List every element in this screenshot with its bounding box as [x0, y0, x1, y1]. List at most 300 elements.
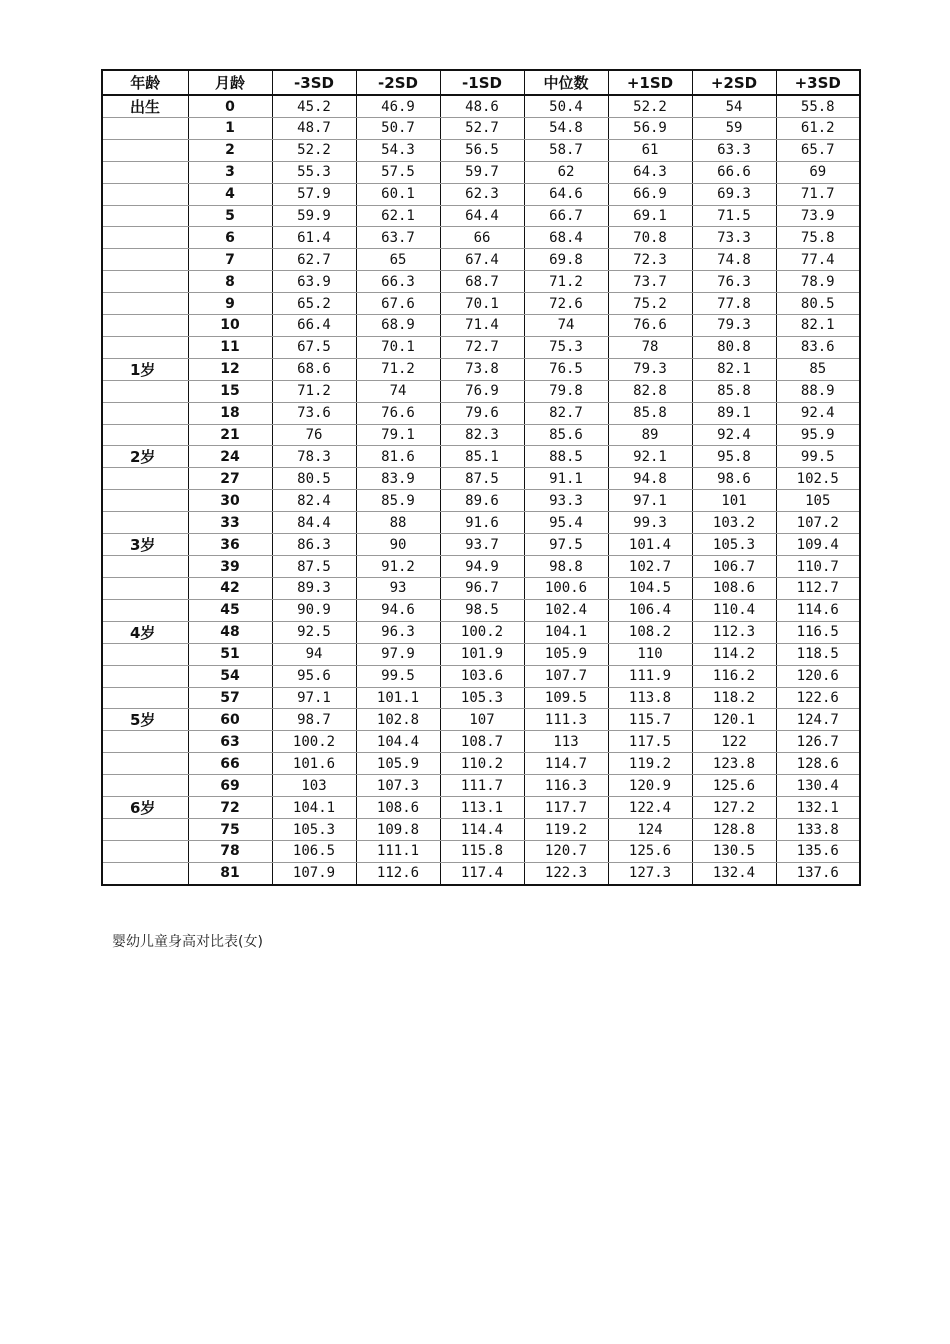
- table-row: [102, 315, 860, 337]
- table-row: [102, 621, 860, 643]
- month-cell: 72: [188, 797, 272, 819]
- month-cell: 6: [188, 227, 272, 249]
- height-value-cell: 85.8: [608, 402, 692, 424]
- height-value-cell: 64.6: [524, 183, 608, 205]
- table-row: [102, 205, 860, 227]
- height-value-cell: 132.4: [692, 862, 776, 884]
- height-value-cell: 86.3: [272, 534, 356, 556]
- height-value-cell: 101.9: [440, 643, 524, 665]
- table-row: [102, 753, 860, 775]
- height-value-cell: 107.2: [776, 512, 860, 534]
- height-value-cell: 52.2: [608, 95, 692, 118]
- month-cell: 45: [188, 599, 272, 621]
- height-value-cell: 111.9: [608, 665, 692, 687]
- height-value-cell: 105.3: [440, 687, 524, 709]
- height-value-cell: 122.6: [776, 687, 860, 709]
- height-value-cell: 68.7: [440, 271, 524, 293]
- height-value-cell: 120.7: [524, 841, 608, 863]
- height-value-cell: 116.3: [524, 775, 608, 797]
- height-value-cell: 46.9: [356, 95, 440, 118]
- height-value-cell: 69.1: [608, 205, 692, 227]
- height-value-cell: 60.1: [356, 183, 440, 205]
- height-value-cell: 97.1: [272, 687, 356, 709]
- height-value-cell: 73.3: [692, 227, 776, 249]
- height-value-cell: 118.2: [692, 687, 776, 709]
- height-value-cell: 125.6: [692, 775, 776, 797]
- height-value-cell: 137.6: [776, 862, 860, 884]
- height-value-cell: 112.7: [776, 578, 860, 600]
- height-value-cell: 70.8: [608, 227, 692, 249]
- height-value-cell: 94.6: [356, 599, 440, 621]
- month-cell: 8: [188, 271, 272, 293]
- age-cell: [102, 841, 188, 863]
- table-row: [102, 841, 860, 863]
- height-value-cell: 82.3: [440, 424, 524, 446]
- height-value-cell: 106.5: [272, 841, 356, 863]
- header-minus-1sd: -1SD: [440, 70, 524, 95]
- height-value-cell: 110: [608, 643, 692, 665]
- height-value-cell: 62.7: [272, 249, 356, 271]
- height-value-cell: 125.6: [608, 841, 692, 863]
- height-value-cell: 71.2: [524, 271, 608, 293]
- header-plus-1sd: +1SD: [608, 70, 692, 95]
- height-value-cell: 64.3: [608, 161, 692, 183]
- age-cell: [102, 183, 188, 205]
- table-row: [102, 709, 860, 731]
- table-caption: 婴幼儿童身高对比表(女): [112, 934, 263, 950]
- age-cell: [102, 468, 188, 490]
- height-value-cell: 70.1: [356, 336, 440, 358]
- month-cell: 11: [188, 336, 272, 358]
- height-value-cell: 100.2: [440, 621, 524, 643]
- height-value-cell: 88.9: [776, 380, 860, 402]
- header-month: 月龄: [188, 70, 272, 95]
- age-cell: [102, 118, 188, 140]
- height-value-cell: 104.1: [524, 621, 608, 643]
- height-value-cell: 74: [524, 315, 608, 337]
- height-value-cell: 109.5: [524, 687, 608, 709]
- height-value-cell: 108.7: [440, 731, 524, 753]
- height-value-cell: 106.7: [692, 556, 776, 578]
- height-value-cell: 110.7: [776, 556, 860, 578]
- height-value-cell: 77.8: [692, 293, 776, 315]
- height-value-cell: 109.4: [776, 534, 860, 556]
- height-value-cell: 126.7: [776, 731, 860, 753]
- height-value-cell: 119.2: [524, 819, 608, 841]
- height-value-cell: 107: [440, 709, 524, 731]
- height-value-cell: 78: [608, 336, 692, 358]
- height-value-cell: 100.2: [272, 731, 356, 753]
- height-value-cell: 116.5: [776, 621, 860, 643]
- age-cell: 2岁: [102, 446, 188, 468]
- month-cell: 21: [188, 424, 272, 446]
- age-cell: [102, 227, 188, 249]
- height-value-cell: 101: [692, 490, 776, 512]
- height-value-cell: 110.2: [440, 753, 524, 775]
- height-value-cell: 59: [692, 118, 776, 140]
- table-row: [102, 775, 860, 797]
- height-value-cell: 95.8: [692, 446, 776, 468]
- table-row: [102, 643, 860, 665]
- height-value-cell: 73.7: [608, 271, 692, 293]
- height-value-cell: 89.6: [440, 490, 524, 512]
- height-value-cell: 70.1: [440, 293, 524, 315]
- age-cell: 5岁: [102, 709, 188, 731]
- height-value-cell: 99.3: [608, 512, 692, 534]
- height-value-cell: 71.2: [356, 358, 440, 380]
- height-value-cell: 122.3: [524, 862, 608, 884]
- height-value-cell: 120.1: [692, 709, 776, 731]
- table-row: [102, 402, 860, 424]
- month-cell: 75: [188, 819, 272, 841]
- height-value-cell: 97.9: [356, 643, 440, 665]
- height-value-cell: 66: [440, 227, 524, 249]
- height-value-cell: 114.6: [776, 599, 860, 621]
- height-value-cell: 66.9: [608, 183, 692, 205]
- height-value-cell: 93.3: [524, 490, 608, 512]
- height-value-cell: 114.2: [692, 643, 776, 665]
- height-value-cell: 110.4: [692, 599, 776, 621]
- table-row: [102, 249, 860, 271]
- height-value-cell: 96.3: [356, 621, 440, 643]
- month-cell: 78: [188, 841, 272, 863]
- height-value-cell: 68.9: [356, 315, 440, 337]
- table-row: [102, 665, 860, 687]
- height-value-cell: 76.6: [608, 315, 692, 337]
- height-value-cell: 98.5: [440, 599, 524, 621]
- height-value-cell: 135.6: [776, 841, 860, 863]
- height-value-cell: 108.6: [692, 578, 776, 600]
- height-value-cell: 82.8: [608, 380, 692, 402]
- height-value-cell: 65.2: [272, 293, 356, 315]
- height-value-cell: 123.8: [692, 753, 776, 775]
- age-cell: [102, 775, 188, 797]
- month-cell: 27: [188, 468, 272, 490]
- month-cell: 4: [188, 183, 272, 205]
- height-value-cell: 78.3: [272, 446, 356, 468]
- height-value-cell: 80.8: [692, 336, 776, 358]
- height-value-cell: 103.2: [692, 512, 776, 534]
- height-value-cell: 105.3: [692, 534, 776, 556]
- age-cell: [102, 205, 188, 227]
- height-value-cell: 76.5: [524, 358, 608, 380]
- age-cell: 3岁: [102, 534, 188, 556]
- height-value-cell: 59.7: [440, 161, 524, 183]
- height-value-cell: 73.9: [776, 205, 860, 227]
- height-value-cell: 101.4: [608, 534, 692, 556]
- height-value-cell: 115.8: [440, 841, 524, 863]
- height-value-cell: 54: [692, 95, 776, 118]
- header-plus-2sd: +2SD: [692, 70, 776, 95]
- month-cell: 81: [188, 862, 272, 884]
- age-cell: [102, 687, 188, 709]
- age-cell: [102, 490, 188, 512]
- height-value-cell: 56.5: [440, 139, 524, 161]
- height-value-cell: 122.4: [608, 797, 692, 819]
- height-value-cell: 92.4: [692, 424, 776, 446]
- height-value-cell: 93: [356, 578, 440, 600]
- height-value-cell: 81.6: [356, 446, 440, 468]
- height-value-cell: 80.5: [776, 293, 860, 315]
- month-cell: 54: [188, 665, 272, 687]
- table-row: [102, 490, 860, 512]
- height-value-cell: 62: [524, 161, 608, 183]
- height-value-cell: 85.1: [440, 446, 524, 468]
- table-row: [102, 468, 860, 490]
- height-value-cell: 76.9: [440, 380, 524, 402]
- height-value-cell: 89: [608, 424, 692, 446]
- height-value-cell: 124: [608, 819, 692, 841]
- height-value-cell: 52.2: [272, 139, 356, 161]
- month-cell: 69: [188, 775, 272, 797]
- table-row: [102, 446, 860, 468]
- height-value-cell: 82.1: [776, 315, 860, 337]
- table-row: [102, 271, 860, 293]
- height-value-cell: 73.6: [272, 402, 356, 424]
- height-value-cell: 57.9: [272, 183, 356, 205]
- height-value-cell: 105.9: [524, 643, 608, 665]
- height-value-cell: 67.5: [272, 336, 356, 358]
- height-value-cell: 54.8: [524, 118, 608, 140]
- height-value-cell: 75.3: [524, 336, 608, 358]
- height-value-cell: 79.1: [356, 424, 440, 446]
- month-cell: 66: [188, 753, 272, 775]
- height-value-cell: 102.4: [524, 599, 608, 621]
- height-value-cell: 105.9: [356, 753, 440, 775]
- height-value-cell: 93.7: [440, 534, 524, 556]
- height-value-cell: 80.5: [272, 468, 356, 490]
- height-value-cell: 113.8: [608, 687, 692, 709]
- height-value-cell: 79.3: [692, 315, 776, 337]
- height-value-cell: 66.4: [272, 315, 356, 337]
- height-value-cell: 59.9: [272, 205, 356, 227]
- month-cell: 3: [188, 161, 272, 183]
- height-value-cell: 115.7: [608, 709, 692, 731]
- height-value-cell: 104.5: [608, 578, 692, 600]
- height-value-cell: 117.7: [524, 797, 608, 819]
- height-value-cell: 79.3: [608, 358, 692, 380]
- table-row: [102, 862, 860, 884]
- height-value-cell: 76: [272, 424, 356, 446]
- height-value-cell: 112.6: [356, 862, 440, 884]
- height-value-cell: 113: [524, 731, 608, 753]
- height-value-cell: 91.2: [356, 556, 440, 578]
- age-cell: [102, 599, 188, 621]
- height-value-cell: 99.5: [776, 446, 860, 468]
- month-cell: 60: [188, 709, 272, 731]
- month-cell: 24: [188, 446, 272, 468]
- month-cell: 33: [188, 512, 272, 534]
- height-value-cell: 95.9: [776, 424, 860, 446]
- age-cell: 1岁: [102, 358, 188, 380]
- age-cell: [102, 402, 188, 424]
- month-cell: 18: [188, 402, 272, 424]
- height-value-cell: 112.3: [692, 621, 776, 643]
- height-value-cell: 79.6: [440, 402, 524, 424]
- height-value-cell: 78.9: [776, 271, 860, 293]
- month-cell: 30: [188, 490, 272, 512]
- height-value-cell: 103: [272, 775, 356, 797]
- height-value-cell: 84.4: [272, 512, 356, 534]
- height-value-cell: 111.1: [356, 841, 440, 863]
- height-value-cell: 117.4: [440, 862, 524, 884]
- table-row: [102, 797, 860, 819]
- height-value-cell: 76.6: [356, 402, 440, 424]
- height-value-cell: 111.7: [440, 775, 524, 797]
- height-value-cell: 107.9: [272, 862, 356, 884]
- height-value-cell: 130.4: [776, 775, 860, 797]
- month-cell: 36: [188, 534, 272, 556]
- height-value-cell: 120.6: [776, 665, 860, 687]
- height-value-cell: 111.3: [524, 709, 608, 731]
- height-value-cell: 71.7: [776, 183, 860, 205]
- month-cell: 48: [188, 621, 272, 643]
- height-value-cell: 114.7: [524, 753, 608, 775]
- height-value-cell: 82.4: [272, 490, 356, 512]
- height-value-cell: 54.3: [356, 139, 440, 161]
- table-row: [102, 293, 860, 315]
- height-value-cell: 56.9: [608, 118, 692, 140]
- height-value-cell: 69.8: [524, 249, 608, 271]
- month-cell: 7: [188, 249, 272, 271]
- height-value-cell: 106.4: [608, 599, 692, 621]
- header-minus-2sd: -2SD: [356, 70, 440, 95]
- height-value-cell: 104.1: [272, 797, 356, 819]
- month-cell: 0: [188, 95, 272, 118]
- height-value-cell: 108.2: [608, 621, 692, 643]
- table-row: [102, 424, 860, 446]
- height-value-cell: 66.6: [692, 161, 776, 183]
- height-value-cell: 72.7: [440, 336, 524, 358]
- table-row: [102, 380, 860, 402]
- height-value-cell: 61.2: [776, 118, 860, 140]
- height-value-cell: 63.7: [356, 227, 440, 249]
- height-value-cell: 128.6: [776, 753, 860, 775]
- height-value-cell: 75.2: [608, 293, 692, 315]
- height-value-cell: 58.7: [524, 139, 608, 161]
- age-cell: [102, 139, 188, 161]
- height-value-cell: 77.4: [776, 249, 860, 271]
- height-value-cell: 71.5: [692, 205, 776, 227]
- age-cell: 6岁: [102, 797, 188, 819]
- height-value-cell: 82.7: [524, 402, 608, 424]
- height-value-cell: 114.4: [440, 819, 524, 841]
- height-value-cell: 95.6: [272, 665, 356, 687]
- height-value-cell: 103.6: [440, 665, 524, 687]
- month-cell: 63: [188, 731, 272, 753]
- age-cell: [102, 512, 188, 534]
- table-row: [102, 512, 860, 534]
- table-row: [102, 731, 860, 753]
- table-row: [102, 358, 860, 380]
- height-value-cell: 92.1: [608, 446, 692, 468]
- height-value-cell: 65.7: [776, 139, 860, 161]
- age-cell: [102, 424, 188, 446]
- height-value-cell: 76.3: [692, 271, 776, 293]
- height-value-cell: 71.2: [272, 380, 356, 402]
- age-cell: [102, 315, 188, 337]
- height-value-cell: 130.5: [692, 841, 776, 863]
- table-row: [102, 599, 860, 621]
- table-row: [102, 534, 860, 556]
- table-row: [102, 556, 860, 578]
- height-value-cell: 64.4: [440, 205, 524, 227]
- height-value-cell: 105: [776, 490, 860, 512]
- header-plus-3sd: +3SD: [776, 70, 860, 95]
- height-value-cell: 113.1: [440, 797, 524, 819]
- height-value-cell: 94: [272, 643, 356, 665]
- height-value-cell: 65: [356, 249, 440, 271]
- height-value-cell: 79.8: [524, 380, 608, 402]
- height-value-cell: 97.1: [608, 490, 692, 512]
- height-value-cell: 90.9: [272, 599, 356, 621]
- height-value-cell: 118.5: [776, 643, 860, 665]
- month-cell: 12: [188, 358, 272, 380]
- height-value-cell: 107.3: [356, 775, 440, 797]
- height-value-cell: 50.4: [524, 95, 608, 118]
- height-value-cell: 94.9: [440, 556, 524, 578]
- age-cell: [102, 336, 188, 358]
- height-value-cell: 91.6: [440, 512, 524, 534]
- height-value-cell: 69: [776, 161, 860, 183]
- height-value-cell: 90: [356, 534, 440, 556]
- height-value-cell: 62.3: [440, 183, 524, 205]
- age-cell: [102, 731, 188, 753]
- month-cell: 9: [188, 293, 272, 315]
- height-value-cell: 89.1: [692, 402, 776, 424]
- height-value-cell: 71.4: [440, 315, 524, 337]
- height-value-cell: 120.9: [608, 775, 692, 797]
- height-value-cell: 109.8: [356, 819, 440, 841]
- height-value-cell: 108.6: [356, 797, 440, 819]
- height-value-cell: 61.4: [272, 227, 356, 249]
- age-cell: [102, 556, 188, 578]
- height-value-cell: 45.2: [272, 95, 356, 118]
- height-value-cell: 61: [608, 139, 692, 161]
- height-value-cell: 104.4: [356, 731, 440, 753]
- height-value-cell: 101.1: [356, 687, 440, 709]
- height-value-cell: 92.4: [776, 402, 860, 424]
- height-value-cell: 117.5: [608, 731, 692, 753]
- height-value-cell: 98.7: [272, 709, 356, 731]
- height-value-cell: 127.3: [608, 862, 692, 884]
- height-value-cell: 48.7: [272, 118, 356, 140]
- height-value-cell: 74: [356, 380, 440, 402]
- age-cell: [102, 819, 188, 841]
- header-median: 中位数: [524, 70, 608, 95]
- table-row: [102, 819, 860, 841]
- header-minus-3sd: -3SD: [272, 70, 356, 95]
- height-value-cell: 95.4: [524, 512, 608, 534]
- age-cell: [102, 380, 188, 402]
- height-comparison-table: [101, 69, 861, 886]
- height-value-cell: 116.2: [692, 665, 776, 687]
- height-value-cell: 100.6: [524, 578, 608, 600]
- height-value-cell: 128.8: [692, 819, 776, 841]
- height-value-cell: 72.3: [608, 249, 692, 271]
- height-value-cell: 72.6: [524, 293, 608, 315]
- table-row: [102, 118, 860, 140]
- age-cell: 4岁: [102, 621, 188, 643]
- height-value-cell: 85.9: [356, 490, 440, 512]
- height-value-cell: 133.8: [776, 819, 860, 841]
- height-value-cell: 119.2: [608, 753, 692, 775]
- height-value-cell: 67.4: [440, 249, 524, 271]
- height-value-cell: 96.7: [440, 578, 524, 600]
- height-value-cell: 98.8: [524, 556, 608, 578]
- height-value-cell: 85.8: [692, 380, 776, 402]
- height-value-cell: 63.3: [692, 139, 776, 161]
